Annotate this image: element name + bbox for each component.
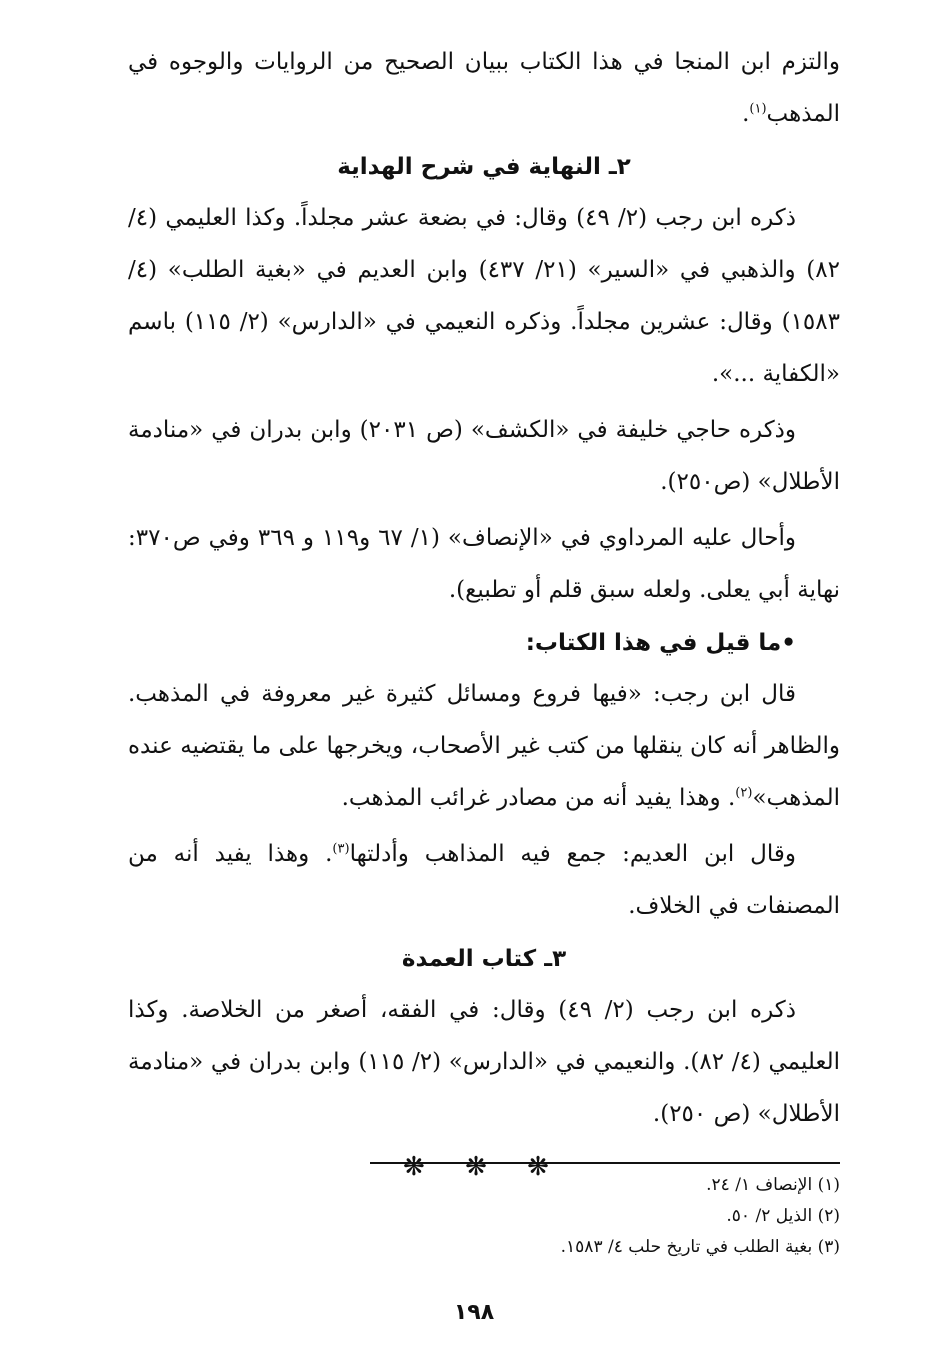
paragraph-intro bbox=[128, 36, 840, 140]
paragraph-intro-end: . bbox=[742, 101, 750, 127]
paragraph-intro-text: والتزم ابن المنجا في هذا الكتاب ببيان الصحيح من الروايات والوجوه في المذهب bbox=[128, 49, 840, 127]
paragraph-ibn-rajab-quote-text: قال ابن رجب: «فيها فروع ومسائل كثيرة غير معروفة في المذهب. والظاهر أنه كان ينقلها من كتب غير الأصحاب، ويخرجها على ما يقتضيه عنده المذهب» bbox=[128, 681, 840, 811]
footnote-1: (١) الإنصاف ١/ ٢٤. bbox=[706, 1175, 840, 1195]
paragraph-nihaya-mardawi: وأحال عليه المرداوي في «الإنصاف» (١/ ٦٧ و١١٩ و ٣٦٩ وفي ص٣٧٠: نهاية أبي يعلى. ولعله سبق قلم أو تطبيع). bbox=[128, 525, 840, 603]
section-heading-quotes: •ما قيل في هذا الكتاب: bbox=[525, 630, 796, 656]
section-heading-nihaya: ٢ـ النهاية في شرح الهداية bbox=[337, 154, 631, 180]
footnote-ref-3[interactable]: (٣) bbox=[332, 841, 350, 857]
paragraph-umda-mentions: ذكره ابن رجب (٢/ ٤٩) وقال: في الفقه، أصغر من الخلاصة. وكذا العليمي (٤/ ٨٢). والنعيمي في «الدارس» (٢/ ١١٥) وابن بدران في «منادمة الأطلال» (ص ٢٥٠). bbox=[128, 997, 841, 1127]
paragraph-ibn-rajab-quote bbox=[128, 668, 840, 824]
footnote-divider bbox=[370, 1162, 840, 1164]
footnote-ref-2[interactable]: (٢) bbox=[735, 785, 753, 801]
paragraph-ibn-adim-quote bbox=[128, 828, 840, 932]
section-separator-stars: ❋ ❋ ❋ bbox=[403, 1152, 565, 1182]
paragraph-nihaya-khalifa: وذكره حاجي خليفة في «الكشف» (ص ٢٠٣١) وابن بدران في «منادمة الأطلال» (ص٢٥٠). bbox=[128, 417, 840, 495]
paragraph-ibn-adim-quote-end: . وهذا يفيد أنه من المصنفات في الخلاف. bbox=[128, 841, 840, 919]
section-heading-umda: ٣ـ كتاب العمدة bbox=[401, 946, 567, 972]
footnote-3: (٣) بغية الطلب في تاريخ حلب ٤/ ١٥٨٣. bbox=[560, 1237, 840, 1257]
paragraph-ibn-adim-quote-text: وقال ابن العديم: جمع فيه المذاهب وأدلتها bbox=[349, 841, 796, 867]
paragraph-ibn-rajab-quote-end: . وهذا يفيد أنه من مصادر غرائب المذهب. bbox=[341, 785, 736, 811]
page-number: ١٩٨ bbox=[453, 1300, 495, 1325]
footnotes-block bbox=[370, 1162, 840, 1263]
footnote-ref-1[interactable]: (١) bbox=[749, 101, 767, 117]
footnote-2: (٢) الذيل ٢/ ٥٠. bbox=[726, 1206, 840, 1226]
paragraph-nihaya-mentions: ذكره ابن رجب (٢/ ٤٩) وقال: في بضعة عشر مجلداً. وكذا العليمي (٤/ ٨٢) والذهبي في «السير» (٢١/ ٤٣٧) وابن العديم في «بغية الطلب» (٤/ ١٥٨٣) وقال: عشرين مجلداً. وذكره النعيمي في «الدارس» (٢/ ١١٥) باسم «الكفاية ...». bbox=[128, 205, 840, 387]
page-body bbox=[128, 36, 840, 1182]
